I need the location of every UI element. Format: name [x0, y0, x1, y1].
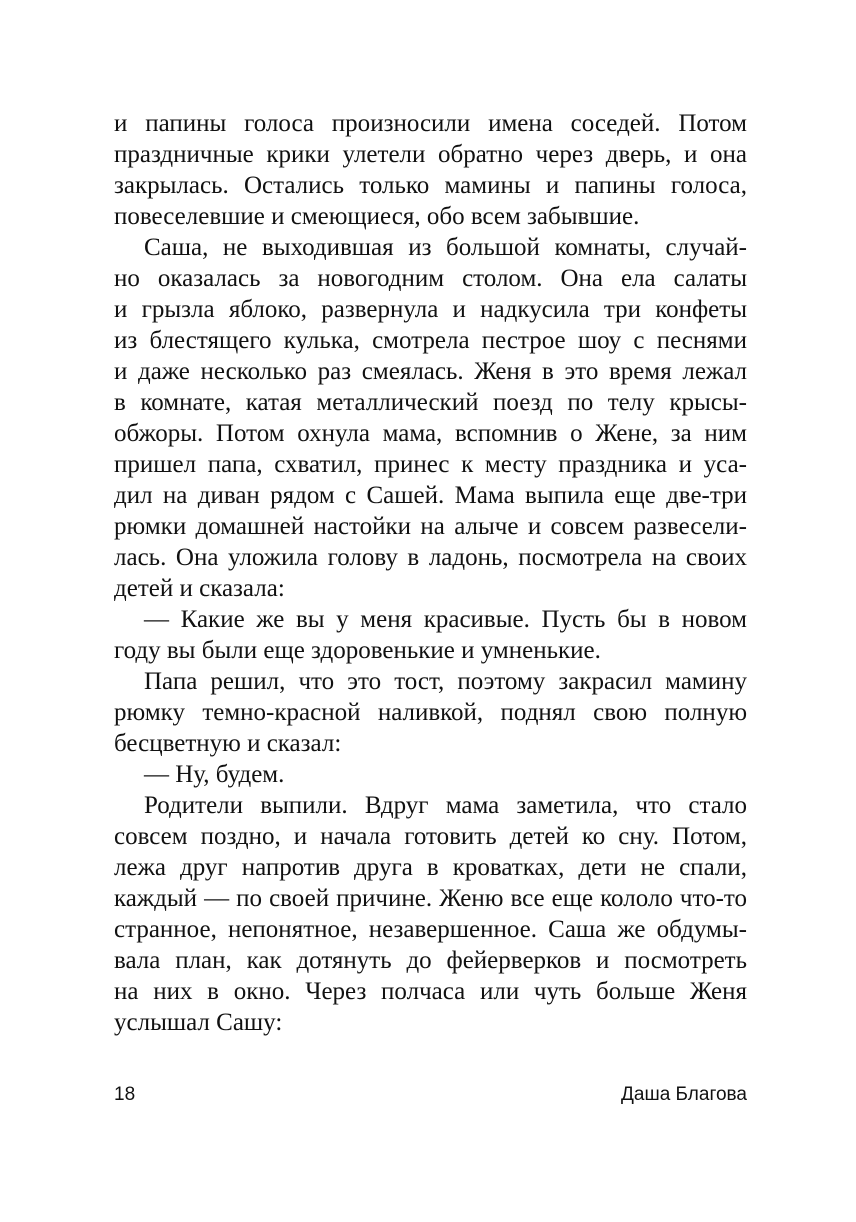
text-line: закрылась. Остались только мамины и папины голоса,: [114, 172, 747, 199]
text-line: лась. Она уложила голову в ладонь, посмотрела на своих: [114, 544, 747, 571]
text-line: и папины голоса произносили имена соседей. Потом: [114, 110, 747, 137]
text-line: вала план, как дотянуть до фейерверков и посмотреть: [114, 947, 747, 974]
text-line: но оказалась за новогодним столом. Она ела салаты: [114, 265, 747, 292]
text-line: повеселевшие и смеющиеся, обо всем забывшие.: [114, 203, 640, 230]
text-line: обжоры. Потом охнула мама, вспомнив о Жене, за ним: [114, 420, 747, 447]
text-line: бесцветную и сказал:: [114, 730, 342, 757]
text-line: праздничные крики улетели обратно через дверь, и она: [114, 141, 747, 168]
text-line: — Ну, будем.: [144, 761, 285, 788]
text-line: Родители выпили. Вдруг мама заметила, что стало: [144, 792, 747, 819]
text-line: совсем поздно, и начала готовить детей ко сну. Потом,: [114, 823, 747, 850]
text-line: и грызла яблоко, развернула и надкусила три конфеты: [114, 296, 747, 323]
text-line: — Какие же вы у меня красивые. Пусть бы в новом: [144, 606, 747, 633]
text-line: услышал Сашу:: [114, 1009, 283, 1036]
body-text: [114, 108, 747, 1038]
text-line: из блестящего кулька, смотрела пестрое шоу с песнями: [114, 327, 747, 354]
text-line: странное, непонятное, незавершенное. Саша же обдумы-: [114, 916, 747, 943]
text-line: дил на диван рядом с Сашей. Мама выпила еще две-три: [114, 482, 747, 509]
text-line: году вы были еще здоровенькие и умненькие.: [114, 637, 601, 664]
text-line: пришел папа, схватил, принес к месту праздника и уса-: [114, 451, 747, 478]
text-line: каждый — по своей причине. Женю все еще кололо что-то: [114, 885, 747, 912]
text-line: рюмку темно-красной наливкой, поднял свою полную: [114, 699, 747, 726]
text-line: Саша, не выходившая из большой комнаты, случай-: [144, 234, 747, 261]
text-line: лежа друг напротив друга в кроватках, дети не спали,: [114, 854, 747, 881]
text-line: в комнате, катая металлический поезд по телу крысы-: [114, 389, 747, 416]
text-line: Папа решил, что это тост, поэтому закрасил мамину: [144, 668, 747, 695]
text-line: рюмки домашней настойки на алыче и совсем развесели-: [114, 513, 747, 540]
page-footer: [114, 1084, 747, 1106]
footer-author: Даша Благова: [621, 1084, 747, 1105]
page-number: 18: [114, 1084, 136, 1105]
text-line: детей и сказала:: [114, 575, 285, 602]
text-line: на них в окно. Через полчаса или чуть больше Женя: [114, 978, 747, 1005]
text-line: и даже несколько раз смеялась. Женя в это время лежал: [114, 358, 747, 385]
